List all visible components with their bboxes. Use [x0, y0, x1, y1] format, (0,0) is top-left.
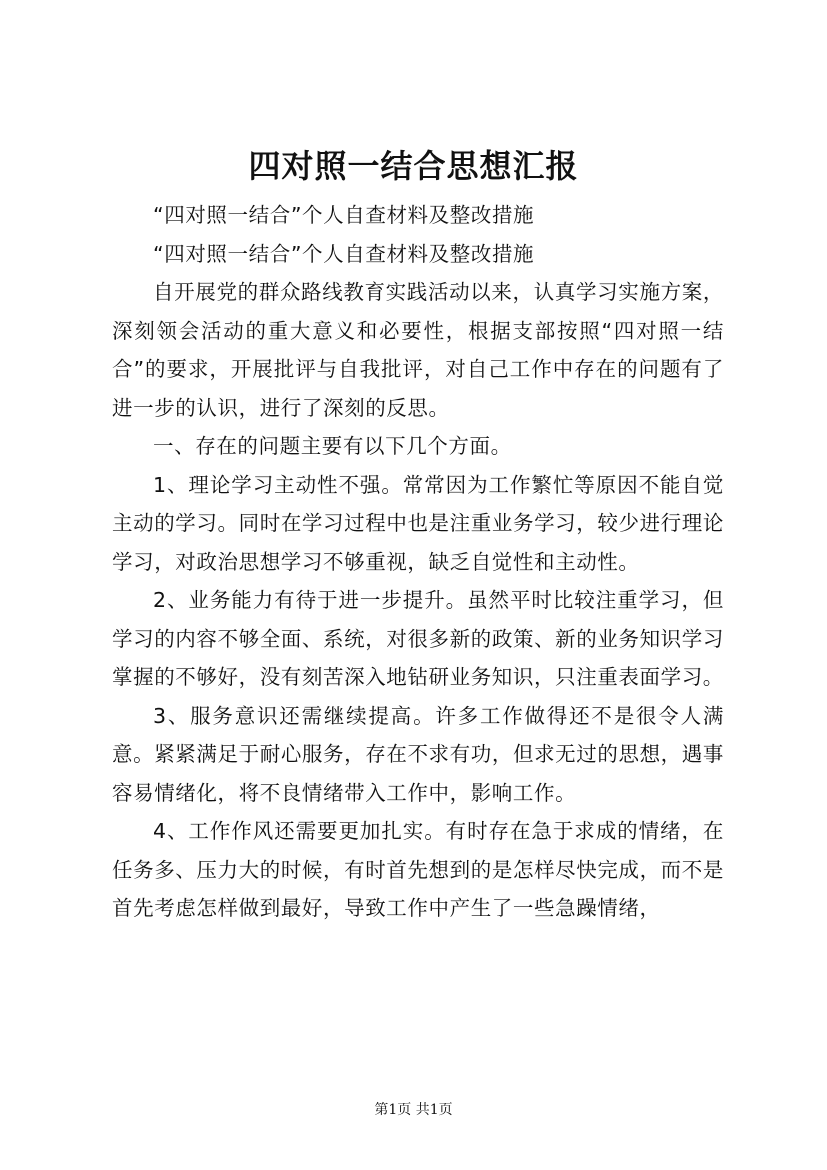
page-footer: 第1页 共1页: [374, 1102, 453, 1118]
subtitle-paragraph: “四对照一结合”个人自查材料及整改措施: [153, 241, 535, 266]
body-paragraph: 自开展党的群众路线教育实践活动以来，认真学习实施方案，深刻领会活动的重大意义和必要性，根据支部按照“四对照一结合”的要求，开展批评与自我批评，对自己工作中存在的问题有了进一步的认识，进行了深刻的反思。: [112, 280, 724, 420]
body-paragraph: 1、理论学习主动性不强。常常因为工作繁忙等原因不能自觉主动的学习。同时在学习过程中也是注重业务学习，较少进行理论学习，对政治思想学习不够重视，缺乏自觉性和主动性。: [112, 472, 724, 574]
document-title: 四对照一结合思想汇报: [248, 147, 579, 185]
document-body: [112, 196, 724, 928]
body-paragraph: 3、服务意识还需继续提高。许多工作做得还不是很令人满意。紧紧满足于耐心服务，存在不求有功，但求无过的思想，遇事容易情绪化，将不良情绪带入工作中，影响工作。: [112, 703, 724, 805]
body-paragraph: 2、业务能力有待于进一步提升。虽然平时比较注重学习，但学习的内容不够全面、系统，对很多新的政策、新的业务知识学习掌握的不够好，没有刻苦深入地钻研业务知识，只注重表面学习。: [112, 588, 724, 689]
body-paragraph: 4、工作作风还需要更加扎实。有时存在急于求成的情绪，在任务多、压力大的时候，有时首先想到的是怎样尽快完成，而不是首先考虑怎样做到最好，导致工作中产生了一些急躁情绪，: [112, 819, 724, 920]
section-heading: 一、存在的问题主要有以下几个方面。: [153, 434, 512, 458]
subtitle-paragraph: “四对照一结合”个人自查材料及整改措施: [153, 203, 535, 227]
